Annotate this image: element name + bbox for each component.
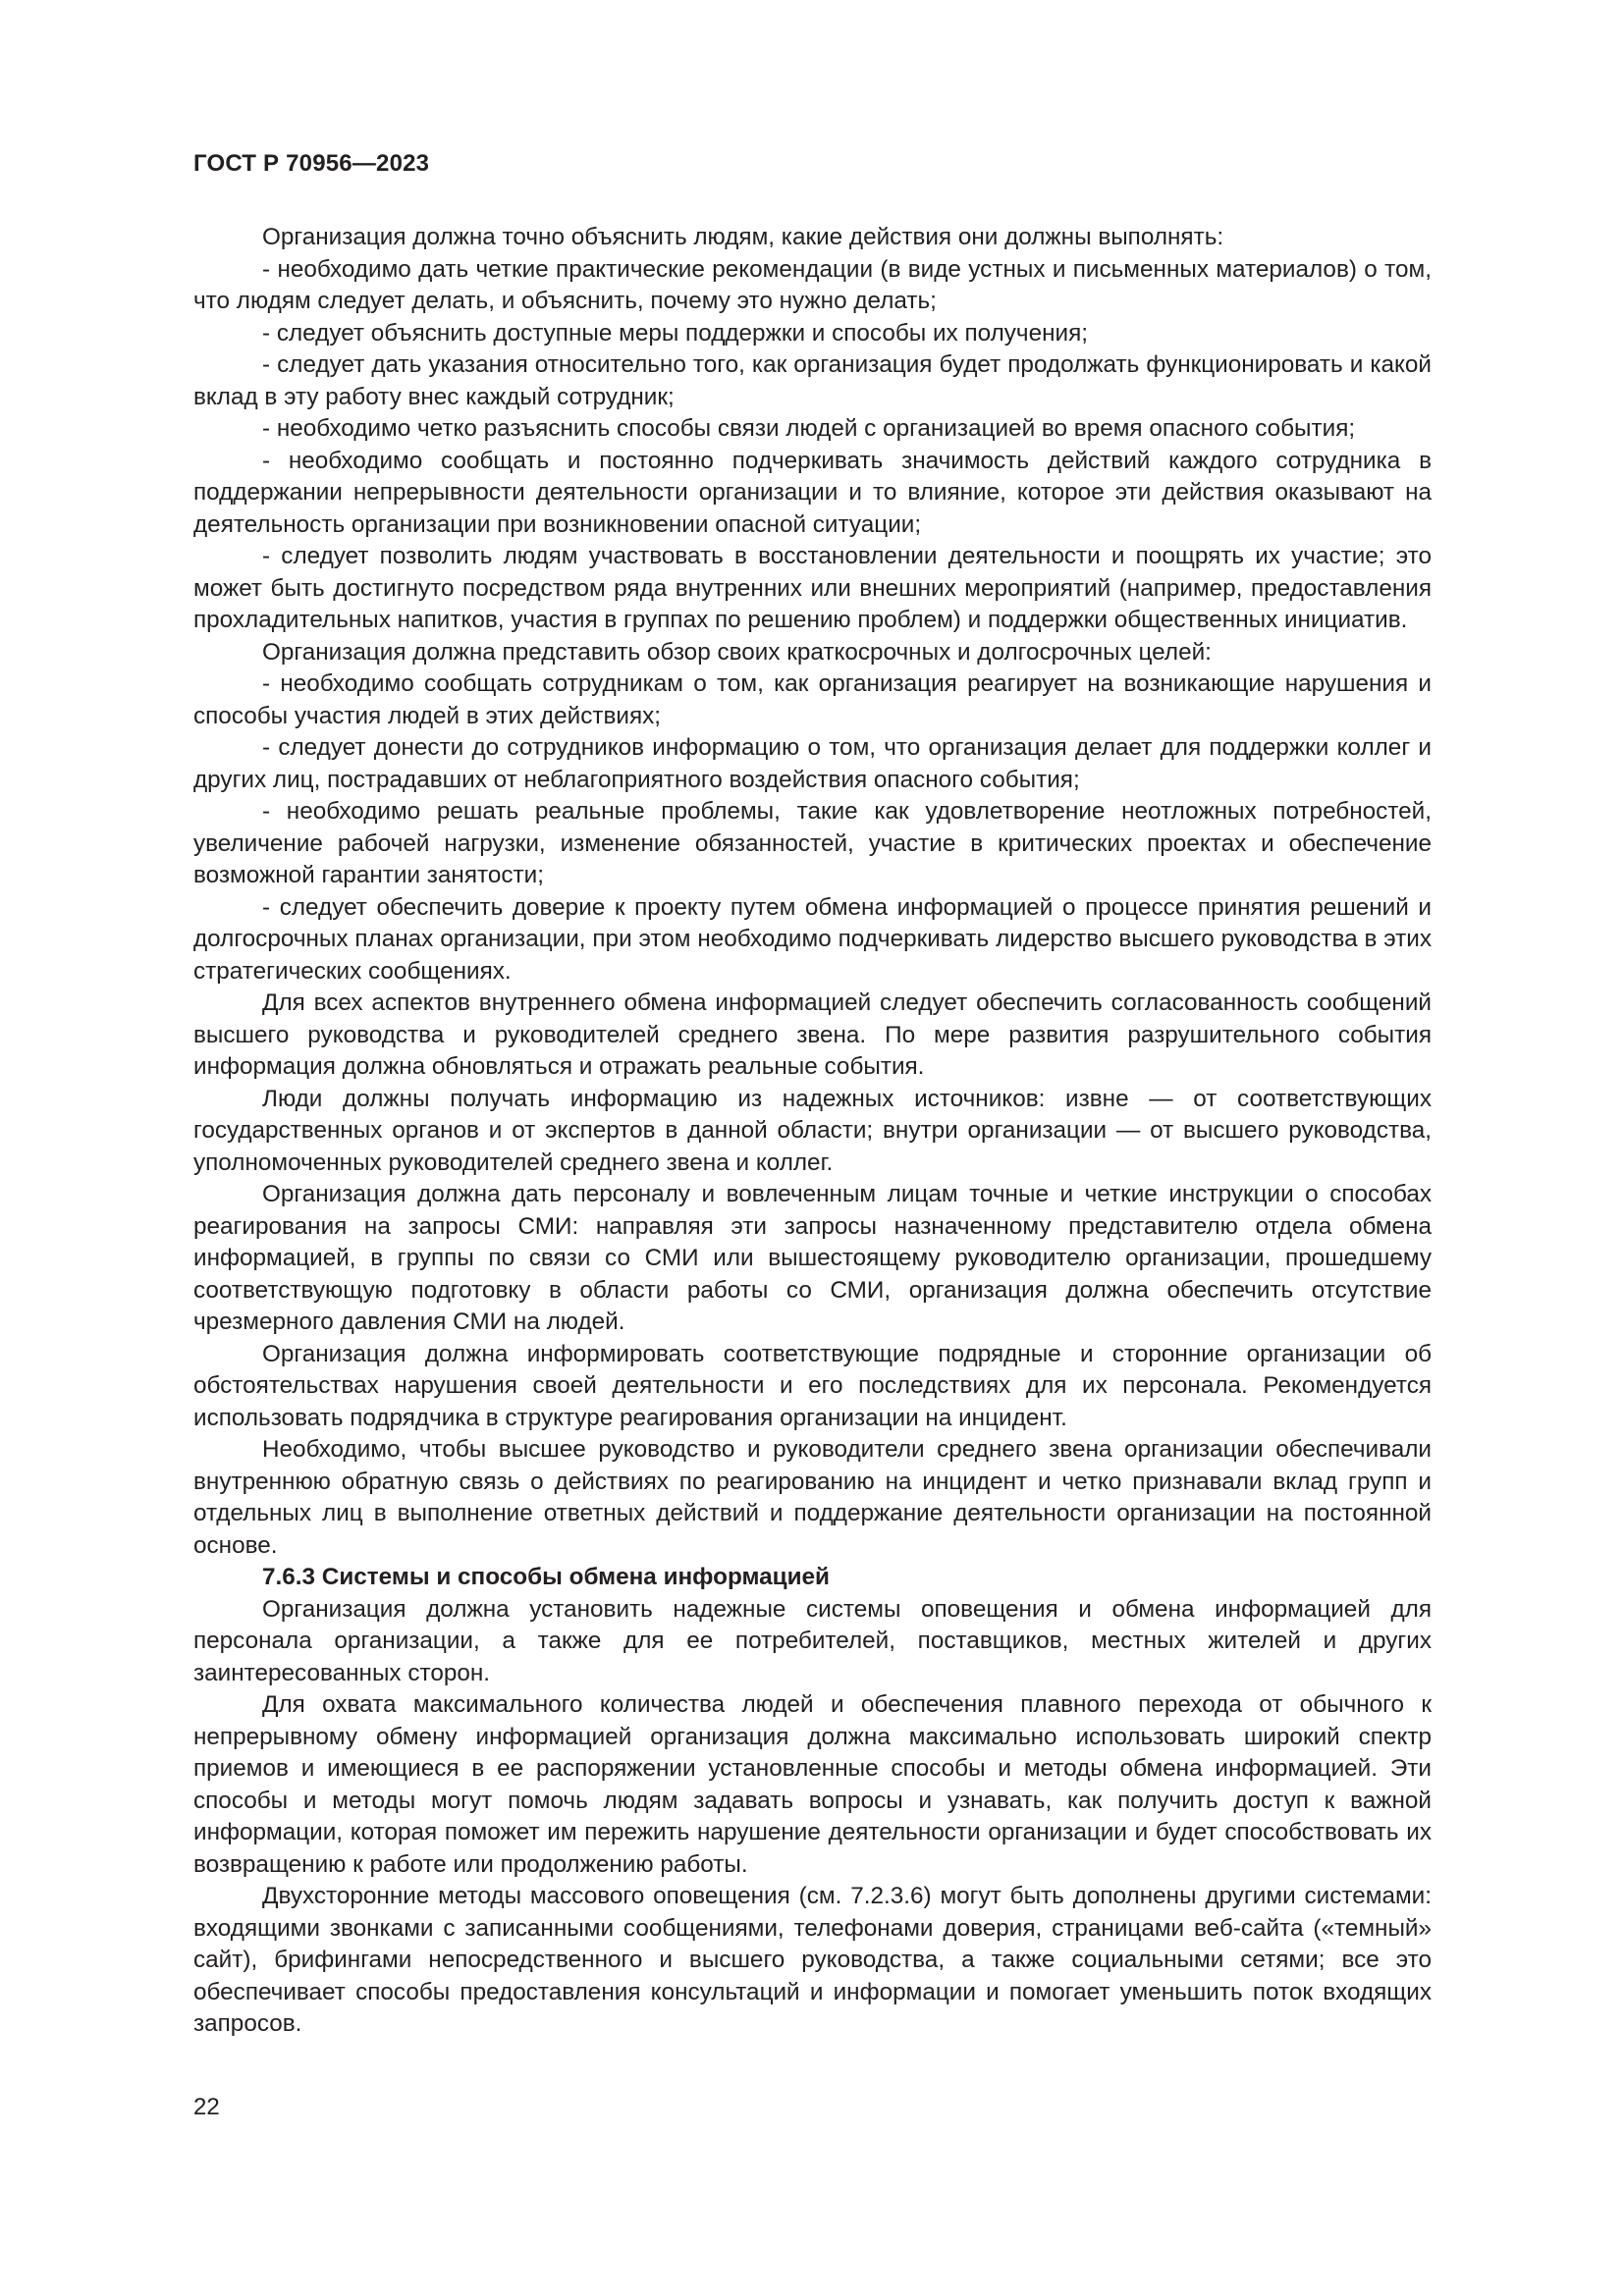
paragraph: Для охвата максимального количества людей и обеспечения плавного перехода от обычного к непрерывному обмену информацией организация должна максимально использовать широкий спектр приемов и имеющиеся в ее распоряжении установленные способы и методы обмена информацией. Эти способы и методы могут помочь людям задавать вопросы и узнавать, как получить доступ к важной информации, которая поможет им пережить нарушение деятельности организации и будет способствовать их возвращению к работе или продолжению работы. (193, 1691, 1432, 1878)
list-item: - необходимо сообщать сотрудникам о том, как организация реагирует на возникающие нарушения и способы участия людей в этих действиях; (193, 670, 1432, 729)
paragraph: Организация должна установить надежные системы оповещения и обмена информацией для персонала организации, а также для ее потребителей, поставщиков, местных жителей и других заинтересованных сторон. (193, 1595, 1432, 1686)
paragraph: Организация должна представить обзор своих краткосрочных и долгосрочных целей: (262, 638, 1212, 666)
list-item: - следует донести до сотрудников информацию о том, что организация делает для поддержки коллег и других лиц, пострадавших от неблагоприятного воздействия опасного события; (193, 734, 1432, 793)
list-item: - следует позволить людям участвовать в восстановлении деятельности и поощрять их участие; это может быть достигнуто посредством ряда внутренних или внешних мероприятий (например, предоставления прохладительных напитков, участия в группах по решению проблем) и поддержки общественных инициатив. (193, 543, 1432, 633)
section-heading: 7.6.3 Системы и способы обмена информацией (262, 1564, 830, 1590)
list-item: - необходимо решать реальные проблемы, такие как удовлетворение неотложных потребностей, увеличение рабочей нагрузки, изменение обязанностей, участие в критических проектах и обеспечение возможной гарантии занятости; (193, 798, 1432, 888)
paragraph: Организация должна дать персоналу и вовлеченным лицам точные и четкие инструкции о способах реагирования на запросы СМИ: направляя эти запросы назначенному представителю отдела обмена информацией, в группы по связи со СМИ или вышестоящему руководителю организации, прошедшему соответствующую подготовку в области работы со СМИ, организация должна обеспечить отсутствие чрезмерного давления СМИ на людей. (193, 1181, 1432, 1335)
list-item: - следует дать указания относительно того, как организация будет продолжать функционировать и какой вклад в эту работу внес каждый сотрудник; (193, 351, 1432, 410)
list-item: - необходимо сообщать и постоянно подчеркивать значимость действий каждого сотрудника в поддержании непрерывности деятельности организации и то влияние, которое эти действия оказывают на деятельность организации при возникновении опасной ситуации; (193, 447, 1432, 538)
list-item: - следует обеспечить доверие к проекту путем обмена информацией о процессе принятия решений и долгосрочных планах организации, при этом необходимо подчеркивать лидерство высшего руководства в этих стратегических сообщениях. (193, 893, 1432, 985)
list-item: - необходимо дать четкие практические рекомендации (в виде устных и письменных материалов) о том, что людям следует делать, и объяснить, почему это нужно делать; (193, 255, 1432, 314)
paragraph: Организация должна точно объяснить людям, какие действия они должны выполнять: (262, 224, 1224, 250)
paragraph: Люди должны получать информацию из надежных источников: извне — от соответствующих государственных органов и от экспертов в данной области; внутри организации — от высшего руководства, уполномоченных руководителей среднего звена и коллег. (193, 1085, 1432, 1176)
body-text (193, 222, 1432, 2041)
list-item: - следует объяснить доступные меры поддержки и способы их получения; (262, 319, 1088, 347)
page-number: 22 (193, 2094, 220, 2120)
paragraph: Организация должна информировать соответствующие подрядные и сторонние организации об обстоятельствах нарушения своей деятельности и его последствиях для их персонала. Рекомендуется использовать подрядчика в структуре реагирования организации на инцидент. (193, 1340, 1432, 1431)
document-code: ГОСТ Р 70956—2023 (193, 150, 430, 177)
paragraph: Для всех аспектов внутреннего обмена информацией следует обеспечить согласованность сообщений высшего руководства и руководителей среднего звена. По мере развития разрушительного события информация должна обновляться и отражать реальные события. (193, 989, 1432, 1080)
paragraph: Двухсторонние методы массового оповещения (см. 7.2.3.6) могут быть дополнены другими системами: входящими звонками с записанными сообщениями, телефонами доверия, страницами веб-сайта («темный» сайт), брифингами непосредственного и высшего руководства, а также социальными сетями; все это обеспечивает способы предоставления консультаций и информации и помогает уменьшить поток входящих запросов. (193, 1883, 1432, 2037)
paragraph: Необходимо, чтобы высшее руководство и руководители среднего звена организации обеспечивали внутреннюю обратную связь о действиях по реагированию на инцидент и четко признавали вклад групп и отдельных лиц в выполнение ответных действий и поддержание деятельности организации на постоянной основе. (193, 1436, 1432, 1559)
list-item: - необходимо четко разъяснить способы связи людей с организацией во время опасного события; (262, 415, 1356, 442)
